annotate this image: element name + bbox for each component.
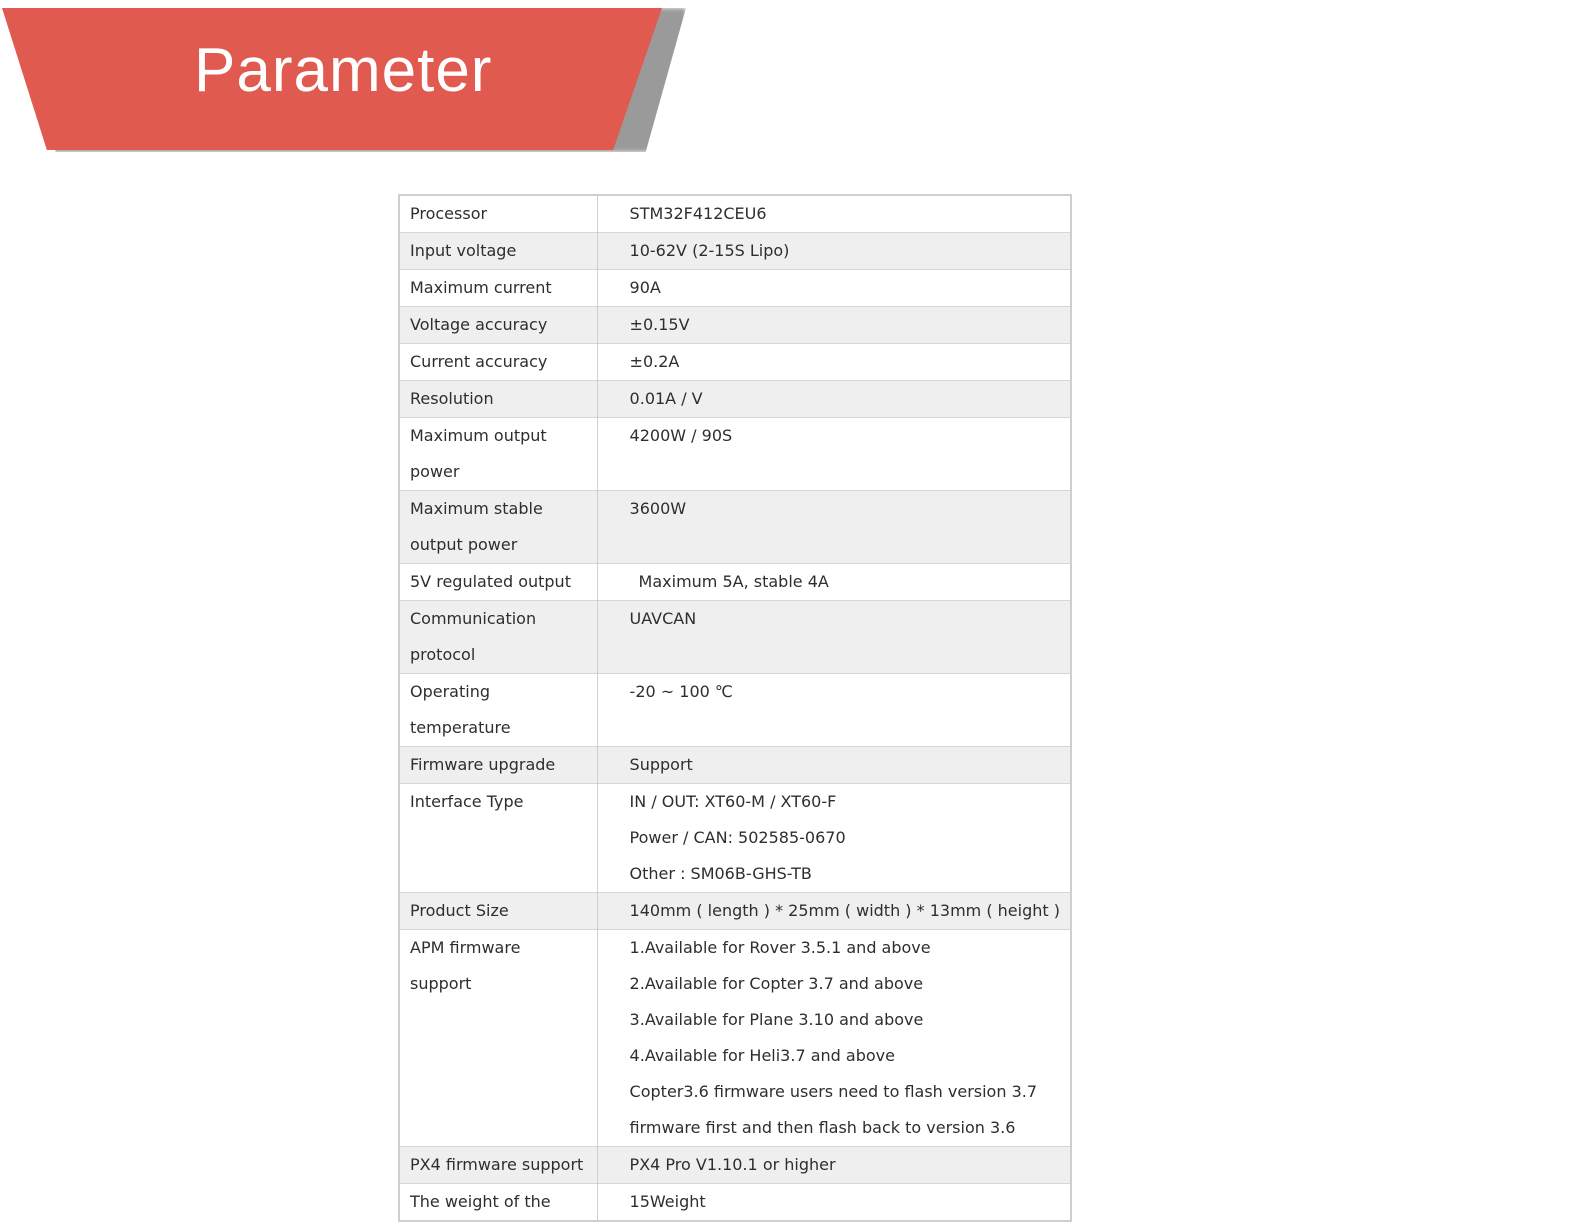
spec-value-line: Other : SM06B-GHS-TB <box>629 864 812 883</box>
spec-value-line: 2.Available for Copter 3.7 and above <box>629 974 924 993</box>
spec-value-line: 140mm ( length ) * 25mm ( width ) * 13mm ( height ) <box>629 901 1060 920</box>
table-row <box>399 381 1071 418</box>
page-title: Parameter <box>194 36 493 105</box>
spec-value <box>597 893 1071 930</box>
spec-value-line: Power / CAN: 502585-0670 <box>629 828 846 847</box>
spec-label: Processor <box>399 195 597 233</box>
spec-value <box>597 418 1071 491</box>
spec-label: Operating temperature <box>399 674 597 747</box>
spec-label: Product Size <box>399 893 597 930</box>
table-row <box>399 1147 1071 1184</box>
table-row <box>399 893 1071 930</box>
spec-value-line: ±0.15V <box>629 315 690 334</box>
spec-value-line: IN / OUT: XT60-M / XT60-F <box>629 792 837 811</box>
table-row <box>399 307 1071 344</box>
spec-label: Interface Type <box>399 784 597 893</box>
table-row <box>399 784 1071 893</box>
spec-value-line: STM32F412CEU6 <box>629 204 767 223</box>
spec-value-line: 3600W <box>629 499 687 518</box>
spec-label: Voltage accuracy <box>399 307 597 344</box>
spec-value-line: 0.01A / V <box>629 389 703 408</box>
spec-value <box>597 674 1071 747</box>
spec-value <box>597 1147 1071 1184</box>
spec-value <box>597 195 1071 233</box>
table-row <box>399 195 1071 233</box>
spec-label: The weight of the <box>399 1184 597 1222</box>
spec-value-line: Maximum 5A, stable 4A <box>638 572 829 591</box>
spec-value-line: ±0.2A <box>629 352 680 371</box>
spec-value <box>597 344 1071 381</box>
spec-value <box>597 564 1071 601</box>
spec-value-line: UAVCAN <box>629 609 697 628</box>
spec-label: PX4 firmware support <box>399 1147 597 1184</box>
spec-value <box>597 784 1071 893</box>
spec-value-line: 1.Available for Rover 3.5.1 and above <box>629 938 931 957</box>
table-row <box>399 418 1071 491</box>
spec-value <box>597 307 1071 344</box>
spec-value <box>597 930 1071 1147</box>
spec-label: APM firmware support <box>399 930 597 1147</box>
spec-label: 5V regulated output <box>399 564 597 601</box>
spec-value-line: firmware first and then flash back to version 3.6 <box>629 1118 1016 1137</box>
spec-value-line: 90A <box>629 278 661 297</box>
spec-value <box>597 747 1071 784</box>
spec-label: Maximum output power <box>399 418 597 491</box>
table-row <box>399 491 1071 564</box>
spec-label: Firmware upgrade <box>399 747 597 784</box>
spec-label: Current accuracy <box>399 344 597 381</box>
spec-label: Input voltage <box>399 233 597 270</box>
table-row <box>399 233 1071 270</box>
spec-value-line: 10-62V (2-15S Lipo) <box>629 241 790 260</box>
table-row <box>399 674 1071 747</box>
spec-value <box>597 381 1071 418</box>
spec-label: Maximum current <box>399 270 597 307</box>
spec-label: Maximum stable output power <box>399 491 597 564</box>
spec-value <box>597 1184 1071 1222</box>
table-row <box>399 601 1071 674</box>
spec-label: Resolution <box>399 381 597 418</box>
spec-label: Communication protocol <box>399 601 597 674</box>
table-row <box>399 270 1071 307</box>
spec-value <box>597 233 1071 270</box>
spec-value-line: PX4 Pro V1.10.1 or higher <box>629 1155 836 1174</box>
spec-value-line: 3.Available for Plane 3.10 and above <box>629 1010 924 1029</box>
spec-value-line: Copter3.6 firmware users need to flash version 3.7 <box>629 1082 1038 1101</box>
spec-value-line: -20 ~ 100 ℃ <box>629 682 733 701</box>
spec-value-line: 15Weight <box>629 1192 706 1211</box>
spec-value-line: 4.Available for Heli3.7 and above <box>629 1046 895 1065</box>
table-row <box>399 344 1071 381</box>
spec-value <box>597 601 1071 674</box>
spec-value-line: 4200W / 90S <box>629 426 733 445</box>
table-row <box>399 930 1071 1147</box>
table-row <box>399 564 1071 601</box>
spec-value <box>597 270 1071 307</box>
table-row <box>399 1184 1071 1222</box>
spec-table <box>398 194 1072 1222</box>
spec-value-line: Support <box>629 755 693 774</box>
spec-value <box>597 491 1071 564</box>
table-row <box>399 747 1071 784</box>
